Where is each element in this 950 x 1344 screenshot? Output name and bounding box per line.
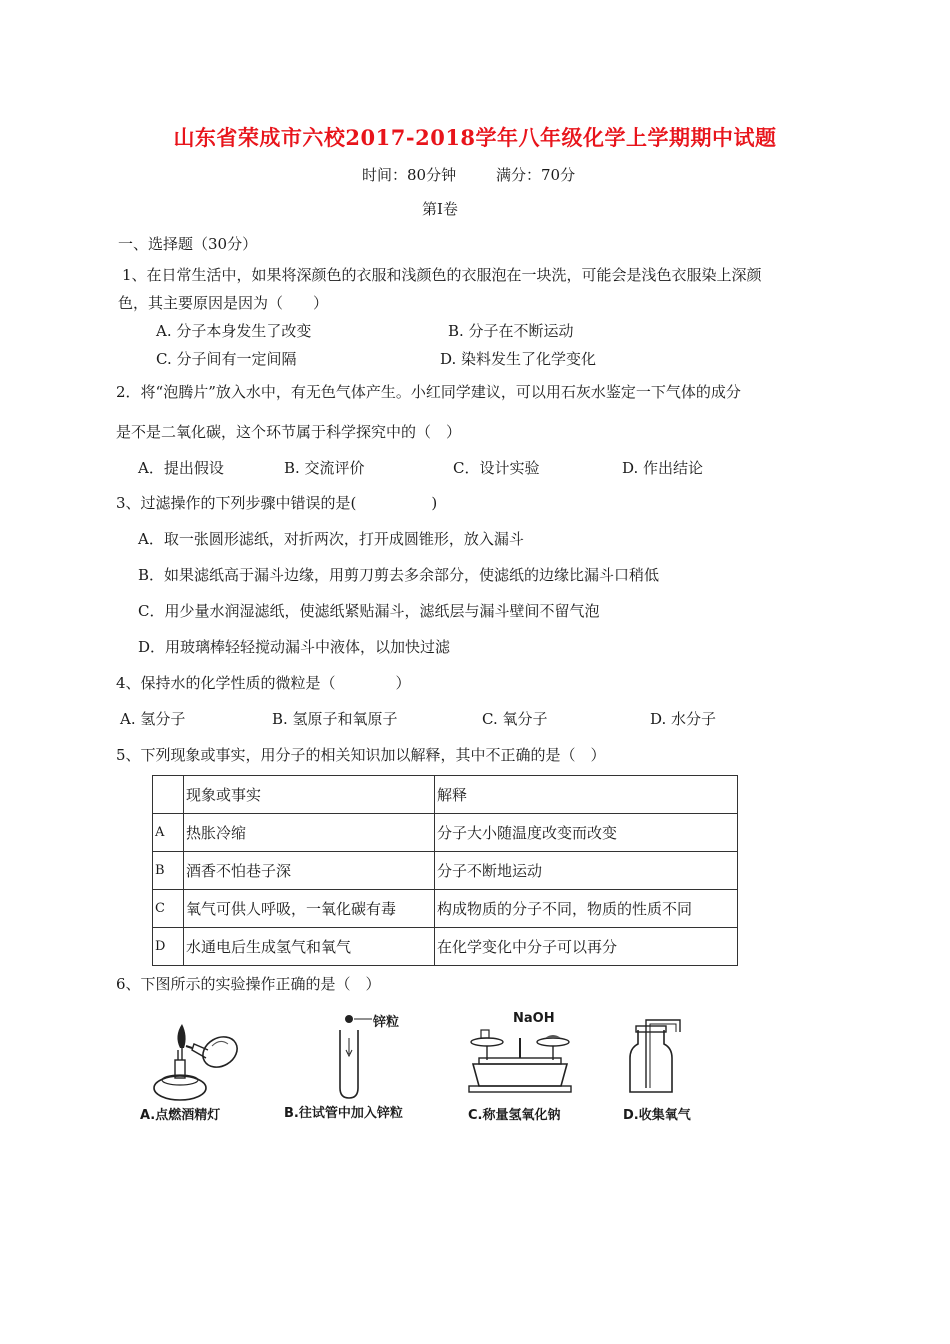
q3-option-b: B．如果滤纸高于漏斗边缘，用剪刀剪去多余部分，使滤纸的边缘比漏斗口稍低 [138,566,660,584]
table-cell-explanation: 分子不断地运动 [435,852,738,890]
q1-option-c: C. 分子间有一定间隔 [156,350,297,368]
naoh-label: NaOH [513,1011,555,1026]
q5-stem: 5、下列现象或事实，用分子的相关知识加以解释，其中不正确的是（ ） [116,746,606,764]
figure-d-caption: D.收集氧气 [623,1108,691,1123]
table-cell-explanation: 分子大小随温度改变而改变 [435,814,738,852]
table-row [153,814,738,852]
q3-option-a: A．取一张圆形滤纸，对折两次，打开成圆锥形，放入漏斗 [138,530,524,548]
zinc-label: 锌粒 [373,1015,400,1030]
table-row [153,928,738,966]
table-cell-phenomenon: 水通电后生成氢气和氧气 [184,928,435,966]
table-cell-phenomenon: 氧气可供人呼吸，一氧化碳有毒 [184,890,435,928]
table-cell [153,776,184,814]
q6-stem: 6、下图所示的实验操作正确的是（ ） [116,975,381,993]
table-cell-option: A [153,814,184,852]
page-title: 山东省荣成市六校2017-2018学年八年级化学上学期期中试题 [173,125,777,150]
q4-option-a: A. 氢分子 [120,710,186,728]
section-heading: 一、选择题（30分） [118,235,258,253]
figure-b-caption: B.往试管中加入锌粒 [284,1106,403,1121]
table-header-phenomenon: 现象或事实 [184,776,435,814]
volume-label: 第Ⅰ卷 [422,200,458,218]
q3-option-c: C．用少量水润湿滤纸，使滤纸紧贴漏斗，滤纸层与漏斗壁间不留气泡 [138,602,600,620]
figure-c-caption: C.称量氢氧化钠 [468,1108,561,1123]
figure-a-caption: A.点燃酒精灯 [140,1108,221,1123]
q4-option-c: C. 氧分子 [482,710,548,728]
q1-option-b: B. 分子在不断运动 [448,322,574,340]
table-row [153,890,738,928]
q3-option-d: D．用玻璃棒轻轻搅动漏斗中液体，以加快过滤 [138,638,451,656]
table-cell-explanation: 在化学变化中分子可以再分 [435,928,738,966]
q2-option-a: A．提出假设 [138,459,224,477]
table-row [153,852,738,890]
table-cell-option: C [153,890,184,928]
table-cell-explanation: 构成物质的分子不同，物质的性质不同 [435,890,738,928]
q2-stem-line1: 2．将“泡腾片”放入水中，有无色气体产生。小红同学建议，可以用石灰水鉴定一下气体的成分 [116,383,741,401]
table-cell-option: D [153,928,184,966]
q1-stem-line1: 1、在日常生活中，如果将深颜色的衣服和浅颜色的衣服泡在一块洗，可能会是浅色衣服染上深颜 [122,266,762,284]
q4-stem: 4、保持水的化学性质的微粒是（ ） [116,674,411,692]
q1-option-a: A. 分子本身发生了改变 [156,322,312,340]
q2-stem-line2: 是不是二氧化碳，这个环节属于科学探究中的（ ） [116,423,462,441]
table-cell-phenomenon: 酒香不怕巷子深 [184,852,435,890]
q3-stem: 3、过滤操作的下列步骤中错误的是( ) [116,494,438,512]
q1-stem-line2: 色，其主要原因是因为（ ） [118,294,329,312]
alcohol-lamp-figure [148,1018,248,1104]
exam-score: 满分：70分 [496,166,576,184]
q2-option-d: D. 作出结论 [622,459,704,477]
table-cell-phenomenon: 热胀冷缩 [184,814,435,852]
gas-bottle-figure [620,1018,690,1096]
table-header-row [153,776,738,814]
q1-option-d: D. 染料发生了化学变化 [440,350,597,368]
q4-option-d: D. 水分子 [650,710,717,728]
q4-option-b: B. 氢原子和氧原子 [272,710,398,728]
table-cell-option: B [153,852,184,890]
q2-option-c: C．设计实验 [453,459,540,477]
exam-time: 时间：80分钟 [362,166,457,184]
q2-option-b: B. 交流评价 [284,459,365,477]
balance-figure [465,1024,575,1096]
table-header-explanation: 解释 [435,776,738,814]
q5-table [152,775,738,966]
